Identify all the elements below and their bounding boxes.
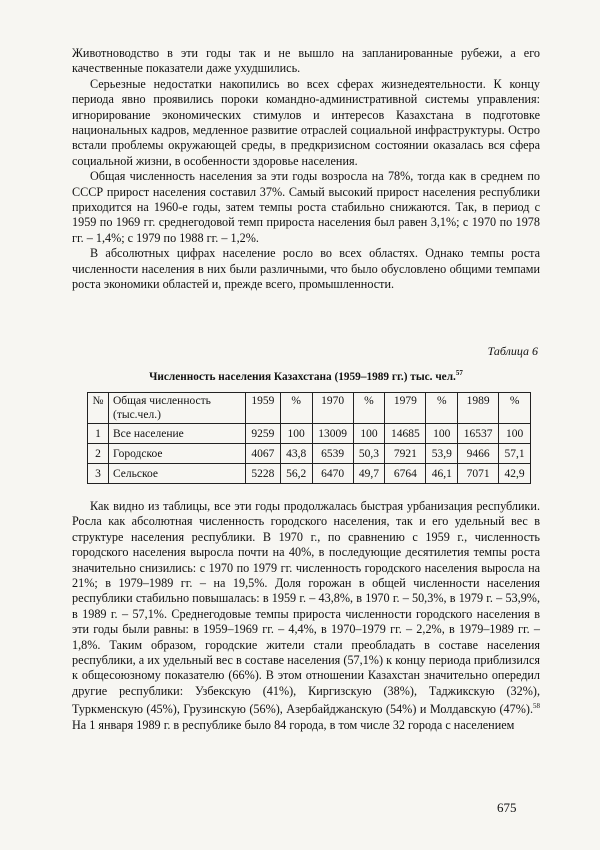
text-block-top: [72, 46, 540, 293]
table-cell: 6539: [312, 444, 353, 464]
header-cell: 1979: [385, 393, 426, 424]
table-cell: Сельское: [109, 464, 246, 484]
table-header-row: [88, 393, 531, 424]
header-cell: %: [280, 393, 312, 424]
table-cell: 43,8: [280, 444, 312, 464]
header-cell: 1959: [246, 393, 281, 424]
table-cell: 100: [353, 424, 385, 444]
paragraph: Животноводство в эти годы так и не вышло на запланированные рубежи, а его качественные показатели даже ухудшились.: [72, 46, 540, 76]
paragraph: В абсолютных цифрах население росло во всех областях. Однако темпы роста численности населения в них были различными, что было обусловлено общими темпами роста экономики областей и, прежде всего, промышленности.: [72, 246, 540, 292]
header-cell: 1970: [312, 393, 353, 424]
population-table: [87, 392, 531, 484]
table-cell: 14685: [385, 424, 426, 444]
table-cell: 100: [499, 424, 531, 444]
table-cell: 13009: [312, 424, 353, 444]
table-title-text: Численность населения Казахстана (1959–1989 гг.) тыс. чел.: [149, 370, 456, 383]
text-block-bottom: [72, 499, 540, 733]
table-cell: 9466: [458, 444, 499, 464]
table-cell: 7071: [458, 464, 499, 484]
table-cell: Городское: [109, 444, 246, 464]
header-cell: %: [499, 393, 531, 424]
table-cell: 100: [280, 424, 312, 444]
paragraph-text: Как видно из таблицы, все эти годы продолжалась быстрая урбанизация республики. Росла как абсолютная численность городского населения, так и его удельный вес в структуре населения республики. В 1970 г., по сравнению с 1959 г., численность городского населения выросла почти на 40%, в последующие десятилетия темпы роста значительно снизились: с 1970 по 1979 гг. численность городского населения выросла на 21%; в 1979–1989 гг. – на 19,5%. Доля горожан в общей численности населения республики стабильно повышалась: в 1959 г. – 43,8%, в 1970 г. – 50,3%, в 1979 г. – 53,9%, в 1989 г. – 57,1%. Среднегодовые темпы прироста численности городского населения в эти годы были равны: в 1959–1969 гг. – 4,4%, в 1970–1979 гг. – 2,2%, в 1979–1989 гг. – 1,8%. Таким образом, городские жители стали преобладать в составе населения республики, а их удельный вес в составе населения (57,1%) к концу периода приблизился к общесоюзному показателю (66%). В этом отношении Казахстан значительно опередил другие республики: Узбекскую (41%), Киргизскую (38%), Таджикскую (32%), Туркменскую (45%), Грузинскую (56%), Азербайджанскую (54%) и Молдавскую (47%).: [72, 499, 540, 717]
table-cell: 2: [88, 444, 109, 464]
table-cell: 4067: [246, 444, 281, 464]
table-cell: 9259: [246, 424, 281, 444]
header-cell: Общая численность (тыс.чел.): [109, 393, 246, 424]
table-cell: 56,2: [280, 464, 312, 484]
table-cell: 46,1: [426, 464, 458, 484]
page-number: 675: [497, 800, 517, 815]
paragraph-text: На 1 января 1989 г. в республике было 84 города, в том числе 32 города с населением: [72, 717, 515, 732]
paragraph: [72, 499, 540, 733]
paragraph: Общая численность населения за эти годы возросла на 78%, тогда как в среднем по СССР прирост населения составил 37%. Самый высокий прирост населения республики приходится на 1960-е годы, затем темпы роста стабильно снижаются. Так, в период с 1959 по 1969 гг. среднегодовой темп прироста населения был равен 3,1%; с 1970 по 1978 гг. – 1,4%; с 1979 по 1988 гг. – 1,2%.: [72, 169, 540, 245]
table-cell: 57,1: [499, 444, 531, 464]
header-cell: 1989: [458, 393, 499, 424]
table-cell: 16537: [458, 424, 499, 444]
table-cell: 7921: [385, 444, 426, 464]
table-cell: 3: [88, 464, 109, 484]
table-cell: 49,7: [353, 464, 385, 484]
table-label: Таблица 6: [487, 344, 538, 358]
table-cell: 1: [88, 424, 109, 444]
table-cell: 50,3: [353, 444, 385, 464]
paragraph: Серьезные недостатки накопились во всех сферах жизнедеятельности. К концу периода явно проявились пороки командно-административной системы управления: игнорирование экономических стимулов и интересов Казахстана в подготовке национальных кадров, медленное развитие отраслей социальной инфраструктуры. Остро встали проблемы окружающей среды, в предкризисном состоянии оказалась вся сфера социальной жизни, в особенности здоровье населения.: [72, 76, 540, 168]
footnote-ref: 57: [455, 369, 463, 377]
header-cell: №: [88, 393, 109, 424]
table-title: [72, 369, 540, 383]
header-cell: %: [353, 393, 385, 424]
table-cell: 42,9: [499, 464, 531, 484]
table-cell: 6764: [385, 464, 426, 484]
table-cell: Все население: [109, 424, 246, 444]
table-cell: 100: [426, 424, 458, 444]
table-cell: 5228: [246, 464, 281, 484]
table-row: [88, 444, 531, 464]
table-row: [88, 424, 531, 444]
header-cell: %: [426, 393, 458, 424]
table-row: [88, 464, 531, 484]
table-cell: 53,9: [426, 444, 458, 464]
table-cell: 6470: [312, 464, 353, 484]
footnote-ref: 58: [533, 702, 540, 711]
